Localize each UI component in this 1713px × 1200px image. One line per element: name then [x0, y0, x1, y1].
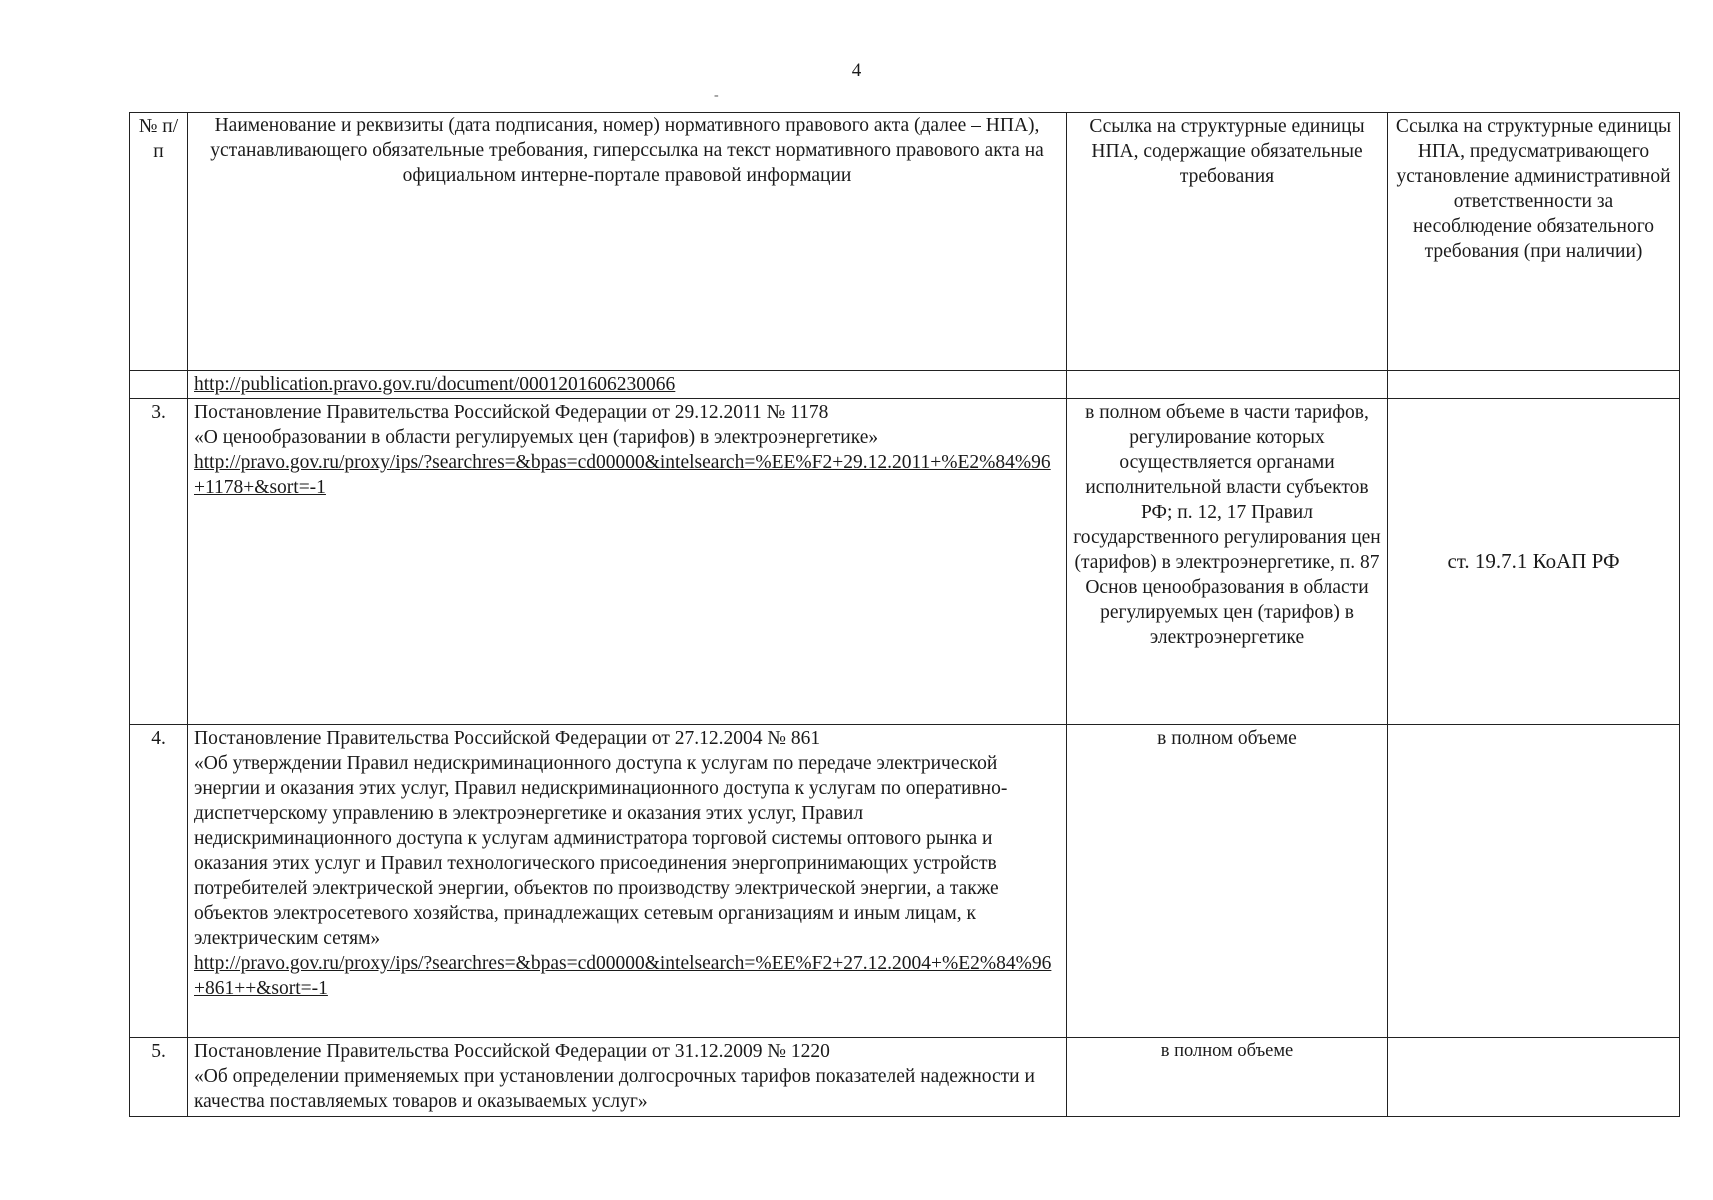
act-link[interactable]: http://pravo.gov.ru/proxy/ips/?searchres=&bpas=cd00000&intelsearch=%EE%F2+29.12.2011+%E2%84%96+1178+&sort=-1 [194, 452, 1051, 498]
table-row [130, 399, 1680, 725]
cell-act [188, 371, 1067, 399]
liability-ref: ст. 19.7.1 КоАП РФ [1388, 399, 1680, 725]
cell-num [130, 371, 188, 399]
liability-ref [1388, 1038, 1680, 1117]
liability-ref [1388, 725, 1680, 1038]
cell-act [188, 1038, 1067, 1117]
requirements-ref: в полном объеме в части тарифов, регулирование которых осуществляется органами исполнительной власти субъектов РФ; п. 12, 17 Правил государственного регулирования цен (тарифов) в электроэнергетике, п. 87 Основ ценообразования в области регулируемых цен (тарифов) в электроэнергетике [1067, 399, 1388, 725]
cell-act [188, 399, 1067, 725]
header-liability-ref: Ссылка на структурные единицы НПА, предусматривающего установление административной ответственности за несоблюдение обязательного требования (при наличии) [1388, 113, 1680, 371]
requirements-ref: в полном объеме [1067, 1038, 1388, 1117]
act-title: Постановление Правительства Российской Федерации от 27.12.2004 № 861 [194, 728, 821, 749]
row-number: 3. [130, 399, 188, 725]
act-subject: «О ценообразовании в области регулируемых цен (тарифов) в электроэнергетике» [194, 427, 879, 448]
cell-adm [1388, 371, 1680, 399]
requirements-ref: в полном объеме [1067, 725, 1388, 1038]
table-row [130, 1038, 1680, 1117]
act-subject: «Об определении применяемых при установлении долгосрочных тарифов показателей надежности и качества поставляемых товаров и оказываемых услуг» [194, 1066, 1035, 1112]
act-link[interactable]: http://pravo.gov.ru/proxy/ips/?searchres=&bpas=cd00000&intelsearch=%EE%F2+27.12.2004+%E2%84%96+861++&sort=-1 [194, 953, 1052, 999]
act-subject: «Об утверждении Правил недискриминационного доступа к услугам по передаче электрической энергии и оказания этих услуг, Правил недискриминационного доступа к услугам по оперативно-диспетчерскому управлению в электроэнергетике и оказания этих услуг, Правил недискриминационного доступа к услугам администратора торговой системы оптового рынка и оказания этих услуг и Правил технологического присоединения энергопринимающих устройств потребителей электрической энергии, объектов по производству электрической энергии, а также объектов электросетевого хозяйства, принадлежащих сетевым организациям и иным лицам, к электрическим сетям» [194, 753, 1008, 949]
requirements-table [129, 112, 1680, 1117]
header-requirements-ref: Ссылка на структурные единицы НПА, содержащие обязательные требования [1067, 113, 1388, 371]
header-act-name: Наименование и реквизиты (дата подписания, номер) нормативного правового акта (далее – НПА), устанавливающего обязательные требования, гиперссылка на текст нормативного правового акта на официальном интерне-портале правовой информации [188, 113, 1067, 371]
cell-ref [1067, 371, 1388, 399]
row-number: 5. [130, 1038, 188, 1117]
table-header-row [130, 113, 1680, 371]
table-row [130, 725, 1680, 1038]
table-row-continuation [130, 371, 1680, 399]
act-title: Постановление Правительства Российской Федерации от 31.12.2009 № 1220 [194, 1041, 830, 1062]
scan-mark: - [714, 88, 719, 103]
row-number: 4. [130, 725, 188, 1038]
page-number: 4 [851, 60, 862, 81]
act-title: Постановление Правительства Российской Федерации от 29.12.2011 № 1178 [194, 402, 829, 423]
cell-act [188, 725, 1067, 1038]
act-link[interactable]: http://publication.pravo.gov.ru/document/0001201606230066 [194, 374, 676, 395]
header-number: № п/п [130, 113, 188, 371]
